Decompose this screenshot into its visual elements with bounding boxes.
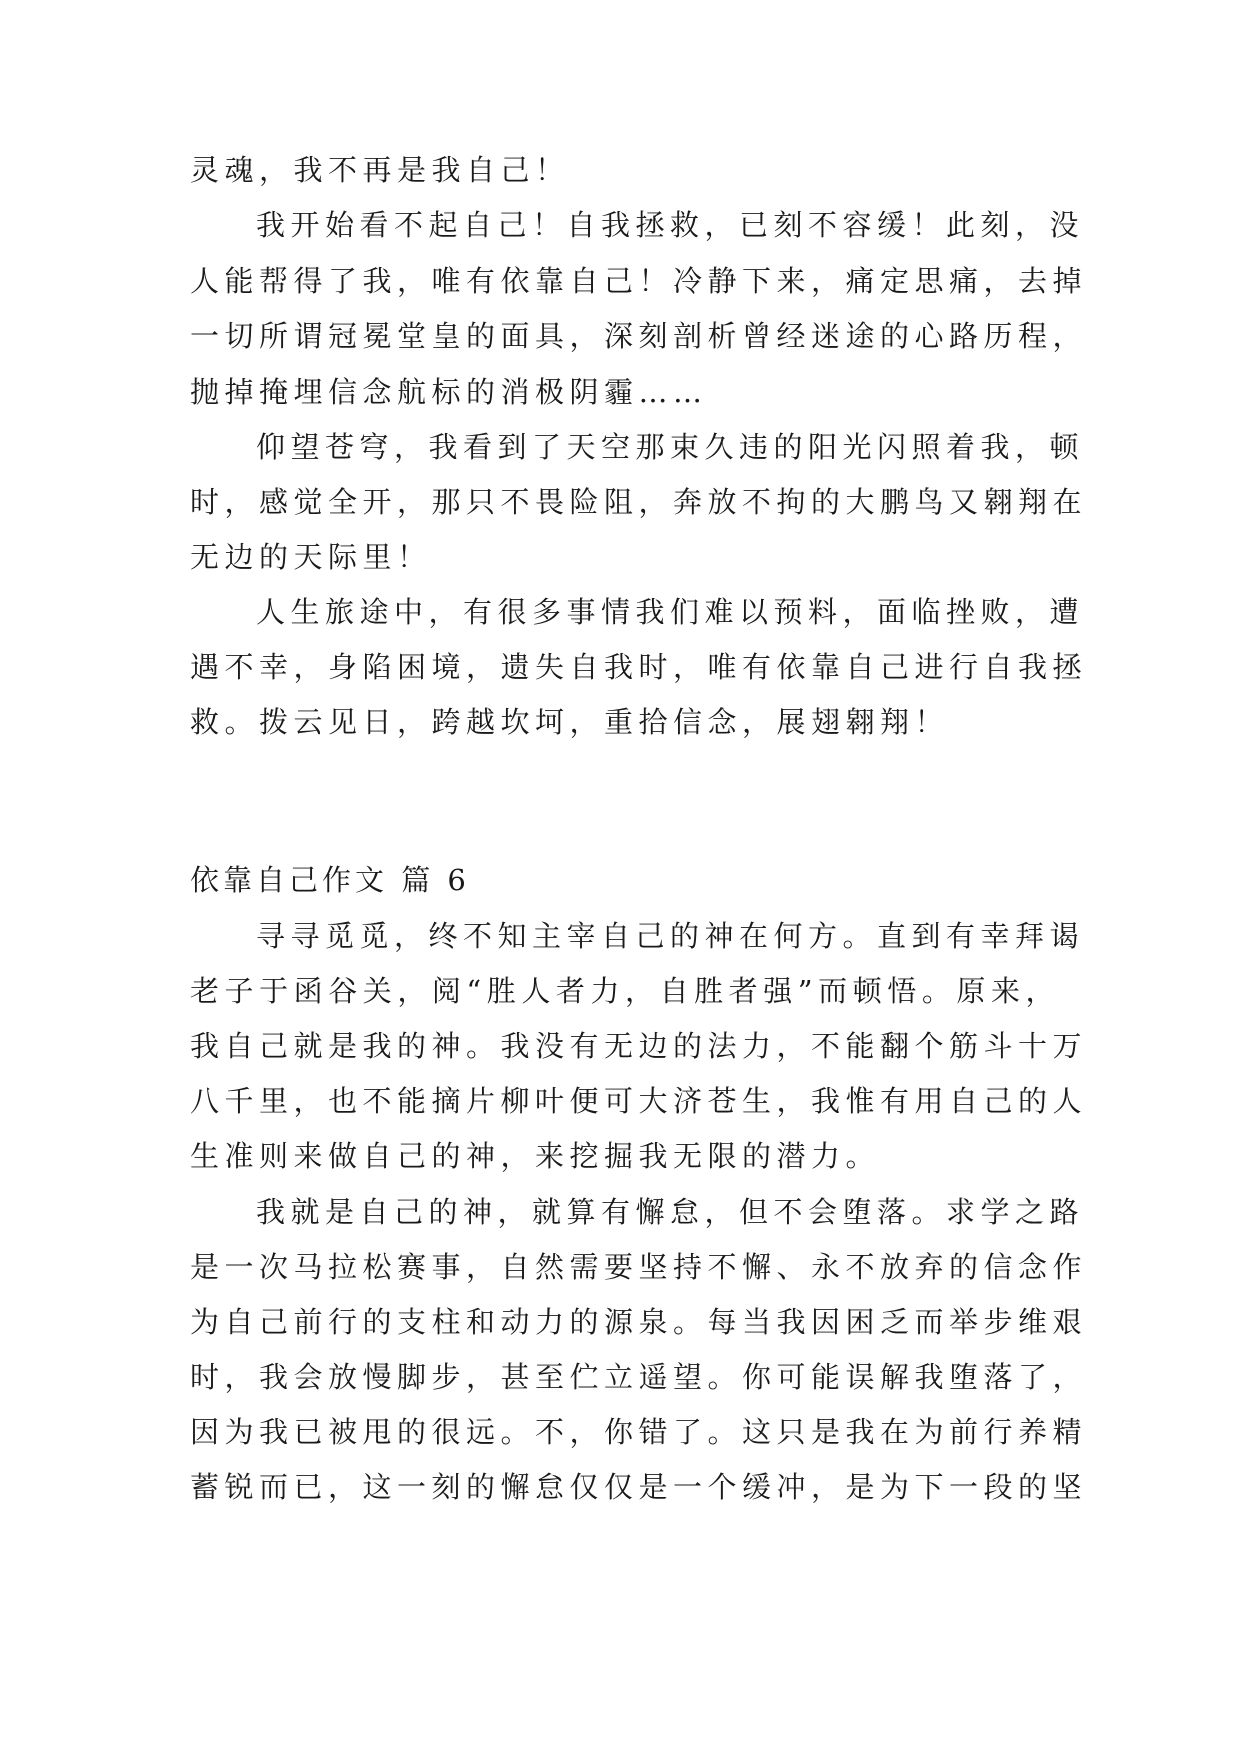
paragraph-line: 老子于函谷关，阅“胜人者力，自胜者强”而顿悟。原来， <box>190 974 1060 1008</box>
paragraph-line: 一切所谓冠冕堂皇的面具，深刻剖析曾经迷途的心路历程， <box>190 319 1088 353</box>
paragraph-line: 寻寻觅觅，终不知主宰自己的神在何方。直到有幸拜谒 <box>256 919 1085 953</box>
paragraph-line: 无边的天际里！ <box>190 540 432 574</box>
section-heading: 依靠自己作文 篇 6 <box>190 863 470 897</box>
paragraph-line: 因为我已被甩的很远。不，你错了。这只是我在为前行养精 <box>190 1415 1088 1449</box>
paragraph-line: 是一次马拉松赛事，自然需要坚持不懈、永不放弃的信念作 <box>190 1250 1088 1284</box>
paragraph-line: 为自己前行的支柱和动力的源泉。每当我因困乏而举步维艰 <box>190 1305 1088 1339</box>
paragraph-line: 我就是自己的神，就算有懈怠，但不会堕落。求学之路 <box>256 1195 1085 1229</box>
paragraph-line: 人能帮得了我，唯有依靠自己！冷静下来，痛定思痛，去掉 <box>190 264 1088 298</box>
paragraph-line: 救。拨云见日，跨越坎坷，重拾信念，展翅翱翔！ <box>190 705 950 739</box>
paragraph-line: 生准则来做自己的神，来挖掘我无限的潜力。 <box>190 1139 881 1173</box>
paragraph-line: 我自己就是我的神。我没有无边的法力，不能翻个筋斗十万 <box>190 1029 1088 1063</box>
paragraph-line: 蓄锐而已，这一刻的懈怠仅仅是一个缓冲，是为下一段的坚 <box>190 1470 1088 1504</box>
paragraph-line: 时，我会放慢脚步，甚至伫立遥望。你可能误解我堕落了， <box>190 1360 1088 1394</box>
paragraph-line: 抛掉掩埋信念航标的消极阴霾…… <box>190 375 708 409</box>
paragraph-line: 我开始看不起自己！自我拯救，已刻不容缓！此刻，没 <box>256 208 1085 242</box>
text-line: 灵魂，我不再是我自己！ <box>190 153 570 187</box>
paragraph-line: 遇不幸，身陷困境，遗失自我时，唯有依靠自己进行自我拯 <box>190 650 1088 684</box>
paragraph-line: 人生旅途中，有很多事情我们难以预料，面临挫败，遭 <box>256 595 1085 629</box>
paragraph-line: 时，感觉全开，那只不畏险阻，奔放不拘的大鹏鸟又翱翔在 <box>190 485 1088 519</box>
paragraph-line: 八千里，也不能摘片柳叶便可大济苍生，我惟有用自己的人 <box>190 1084 1088 1118</box>
paragraph-line: 仰望苍穹，我看到了天空那束久违的阳光闪照着我，顿 <box>256 430 1085 464</box>
